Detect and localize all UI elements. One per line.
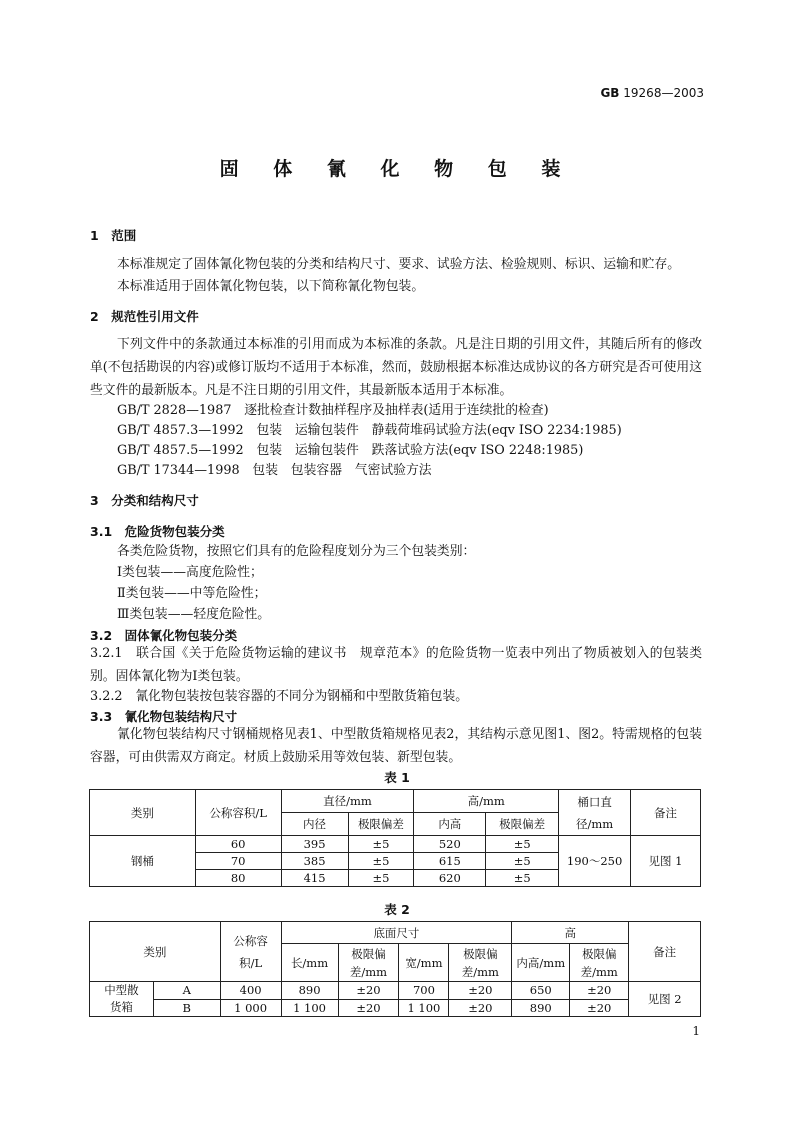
t1-header-diameter-tolerance: 极限偏差	[348, 813, 414, 836]
section-3-heading: 3 分类和结构尺寸	[90, 493, 199, 508]
reference-3: GB/T 4857.5—1992 包装 运输包装件 跌落试验方法(eqv ISO 2248:1985)	[117, 443, 584, 458]
t1-header-height-tolerance: 极限偏差	[486, 813, 559, 836]
section-3-1-intro: 各类危险货物，按照它们具有的危险程度划分为三个包装类别：	[117, 544, 476, 559]
t1-header-note: 备注	[631, 790, 701, 836]
package-class-1: Ⅰ类包装——高度危险性；	[117, 565, 263, 580]
standard-number: GB 19268—2003	[600, 86, 704, 100]
section-2-paragraph: 下列文件中的条款通过本标准的引用而成为本标准的条款。凡是注日期的引用文件，其随后所有的修改单(不包括勘误的内容)或修订版均不适用于本标准，然而，鼓励根据本标准达成协议的各方研究是否可使用这些文件的最新版本。凡是不注日期的引用文件，其最新版本适用于本标准。	[90, 337, 702, 398]
t1-cell: 70	[195, 853, 281, 870]
t2-cell: ±20	[570, 982, 629, 1000]
section-1-line-2: 本标准适用于固体氰化物包装，以下简称氰化物包装。	[117, 279, 425, 294]
table-row	[90, 999, 701, 1017]
t2-cell: 1 100	[399, 999, 449, 1017]
t2-header-length: 长/mm	[281, 944, 338, 982]
t2-header-note: 备注	[629, 922, 701, 982]
t1-cell: 615	[414, 853, 486, 870]
table-2	[89, 921, 701, 1017]
t2-note: 见图 2	[629, 982, 701, 1017]
t1-header-volume: 公称容积/L	[195, 790, 281, 836]
t1-cell: 80	[195, 870, 281, 887]
t1-cell: ±5	[486, 836, 559, 853]
t1-category: 钢桶	[90, 836, 196, 887]
t1-cell: 415	[281, 870, 348, 887]
t1-cell: 620	[414, 870, 486, 887]
t2-cell: 1 000	[220, 999, 281, 1017]
t2-cell: ±20	[449, 999, 512, 1017]
t2-cell: 890	[281, 982, 338, 1000]
t1-cell: 60	[195, 836, 281, 853]
t1-header-mouth: 桶口直径/mm	[559, 790, 631, 836]
t1-header-category: 类别	[90, 790, 196, 836]
t2-header-inner-height: 内高/mm	[512, 944, 570, 982]
section-3-1-heading: 3.1 危险货物包装分类	[90, 524, 225, 539]
t1-cell: ±5	[348, 853, 414, 870]
section-3-3-paragraph: 氰化物包装结构尺寸钢桶规格见表1、中型散货箱规格见表2，其结构示意见图1、图2。特需规格的包装容器，可由供需双方商定。材质上鼓励采用等效包装、新型包装。	[90, 727, 702, 765]
t2-header-category: 类别	[90, 922, 221, 982]
section-1-heading: 1 范围	[90, 228, 137, 243]
reference-2: GB/T 4857.3—1992 包装 运输包装件 静载荷堆码试验方法(eqv ISO 2234:1985)	[117, 423, 622, 438]
t1-cell: ±5	[348, 870, 414, 887]
section-3-3-heading: 3.3 氰化物包装结构尺寸	[90, 709, 238, 724]
section-3-2-heading: 3.2 固体氰化物包装分类	[90, 628, 238, 643]
table-1	[89, 789, 701, 887]
section-2-heading: 2 规范性引用文件	[90, 309, 199, 324]
t1-cell: ±5	[348, 836, 414, 853]
t1-mouth: 190～250	[559, 836, 631, 887]
document-title: 固 体 氰 化 物 包 装	[219, 158, 575, 180]
t2-cell: A	[153, 982, 220, 1000]
table-row	[90, 982, 701, 1000]
t2-category: 中型散货箱	[90, 982, 154, 1017]
t2-cell: ±20	[570, 999, 629, 1017]
t2-cell: 890	[512, 999, 570, 1017]
t1-note: 见图 1	[631, 836, 701, 887]
table-2-caption: 表 2	[384, 902, 410, 917]
reference-4: GB/T 17344—1998 包装 包装容器 气密试验方法	[117, 463, 432, 478]
section-1-line-1: 本标准规定了固体氰化物包装的分类和结构尺寸、要求、试验方法、检验规则、标识、运输和贮存。	[117, 257, 681, 272]
clause-3-2-2: 3.2.2 氰化物包装按包装容器的不同分为钢桶和中型散货箱包装。	[90, 689, 469, 704]
t2-cell: ±20	[338, 999, 399, 1017]
reference-1: GB/T 2828—1987 逐批检查计数抽样程序及抽样表(适用于连续批的检查)	[117, 403, 549, 418]
clause-3-2-1: 3.2.1 联合国《关于危险货物运输的建议书 规章范本》的危险货物一览表中列出了物质被划入的包装类别。固体氰化物为Ⅰ类包装。	[90, 646, 702, 684]
t2-header-height: 高	[512, 922, 629, 944]
t1-header-diameter: 直径/mm	[281, 790, 414, 813]
t1-header-height: 高/mm	[414, 790, 559, 813]
t2-header-height-tolerance: 极限偏差/mm	[570, 944, 629, 982]
t2-header-width-tolerance: 极限偏差/mm	[449, 944, 512, 982]
t1-cell: ±5	[486, 853, 559, 870]
package-class-3: Ⅲ类包装——轻度危险性。	[117, 607, 271, 622]
t1-cell: 385	[281, 853, 348, 870]
t2-cell: 1 100	[281, 999, 338, 1017]
page-number: 1	[692, 1024, 700, 1038]
table-1-caption: 表 1	[384, 770, 410, 785]
t1-cell: 395	[281, 836, 348, 853]
t2-cell: ±20	[449, 982, 512, 1000]
t2-header-volume: 公称容积/L	[220, 922, 281, 982]
t2-header-length-tolerance: 极限偏差/mm	[338, 944, 399, 982]
t2-header-width: 宽/mm	[399, 944, 449, 982]
t2-cell: B	[153, 999, 220, 1017]
t2-cell: 700	[399, 982, 449, 1000]
t1-cell: 520	[414, 836, 486, 853]
t2-header-base: 底面尺寸	[281, 922, 512, 944]
t2-cell: ±20	[338, 982, 399, 1000]
t2-cell: 650	[512, 982, 570, 1000]
t1-cell: ±5	[486, 870, 559, 887]
t2-cell: 400	[220, 982, 281, 1000]
table-row	[90, 836, 701, 853]
t1-header-inner-height: 内高	[414, 813, 486, 836]
t1-header-inner-diameter: 内径	[281, 813, 348, 836]
package-class-2: Ⅱ类包装——中等危险性；	[117, 586, 267, 601]
